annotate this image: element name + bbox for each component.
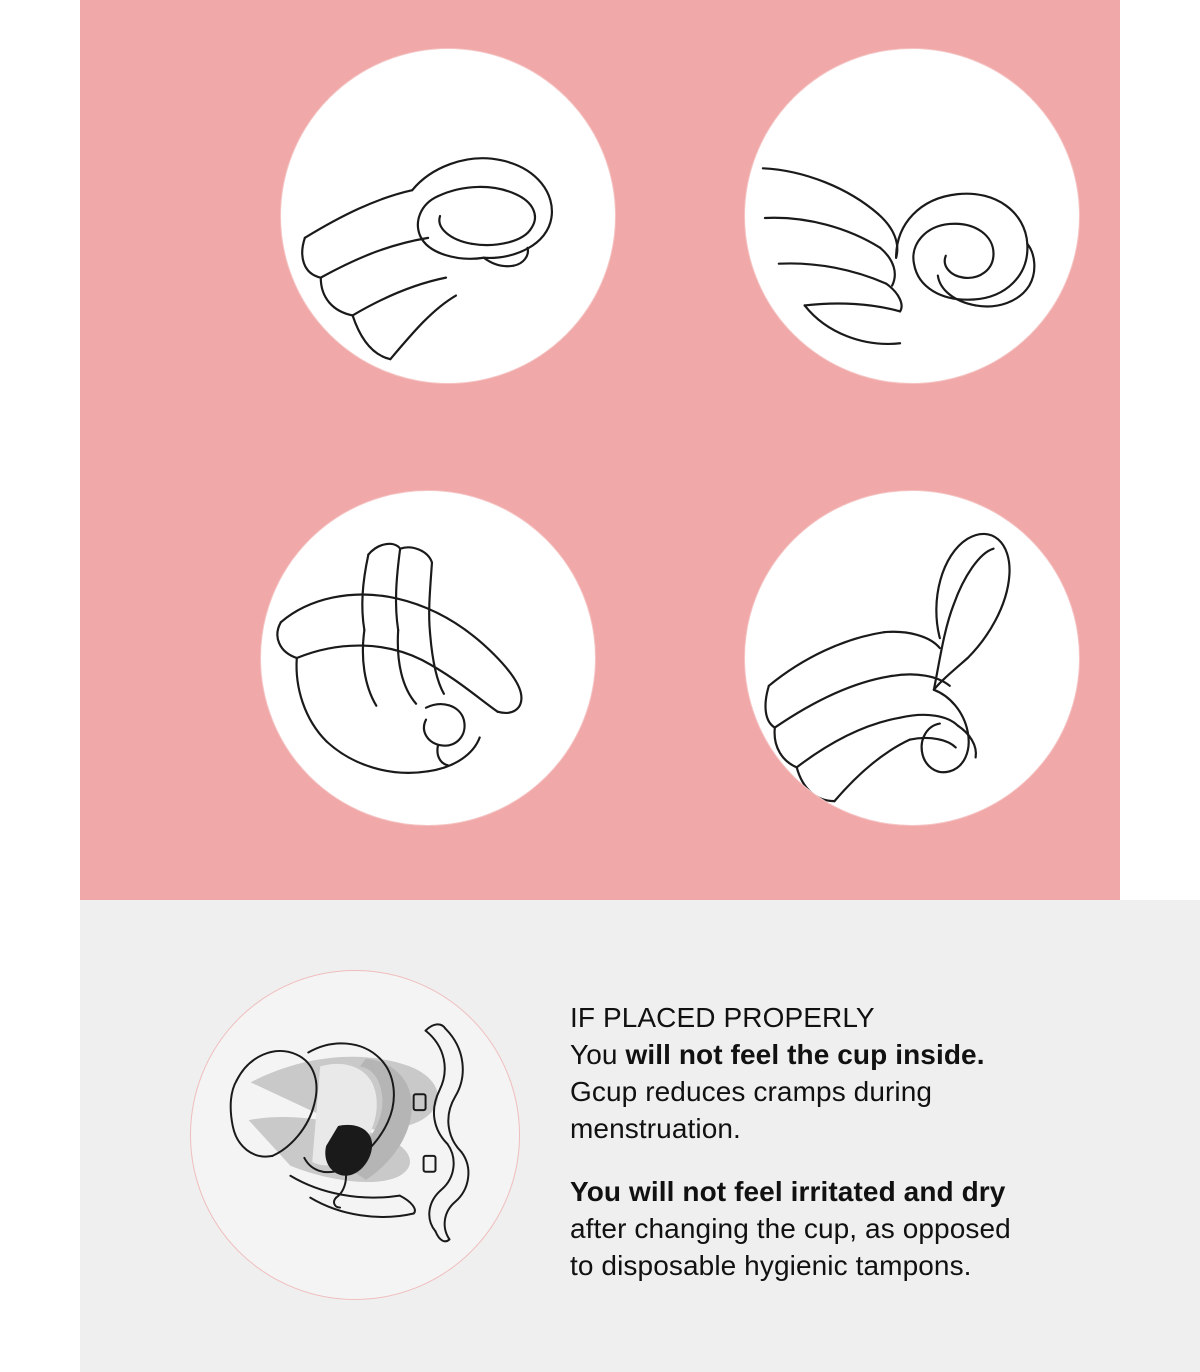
placement-heading: IF PLACED PROPERLY — [570, 1002, 875, 1033]
paragraph-1-line-1-bold: will not feel the cup inside. — [625, 1038, 985, 1070]
fold-step-2-illustration — [744, 48, 1080, 384]
paragraph-1-line-3: menstruation. — [570, 1112, 741, 1144]
paragraph-2-line-3: to disposable hygienic tampons. — [570, 1249, 972, 1281]
paragraph-1-line-1-pre: You — [570, 1038, 626, 1070]
paragraph-1-line-2: Gcup reduces cramps during — [570, 1075, 933, 1107]
fold-step-1-illustration — [280, 48, 616, 384]
folding-steps-panel — [80, 0, 1120, 900]
placement-info-panel — [80, 900, 1200, 1372]
placement-text-block — [570, 1000, 1130, 1285]
paragraph-2-line-2: after changing the cup, as opposed — [570, 1212, 1011, 1244]
fold-step-3-illustration — [260, 490, 596, 826]
anatomy-illustration — [190, 970, 520, 1300]
placement-paragraph-2 — [570, 1174, 1130, 1285]
paragraph-2-line-1-bold: You will not feel irritated and dry — [570, 1175, 1006, 1207]
fold-step-4-illustration — [744, 490, 1080, 826]
placement-paragraph-1 — [570, 1000, 1130, 1148]
